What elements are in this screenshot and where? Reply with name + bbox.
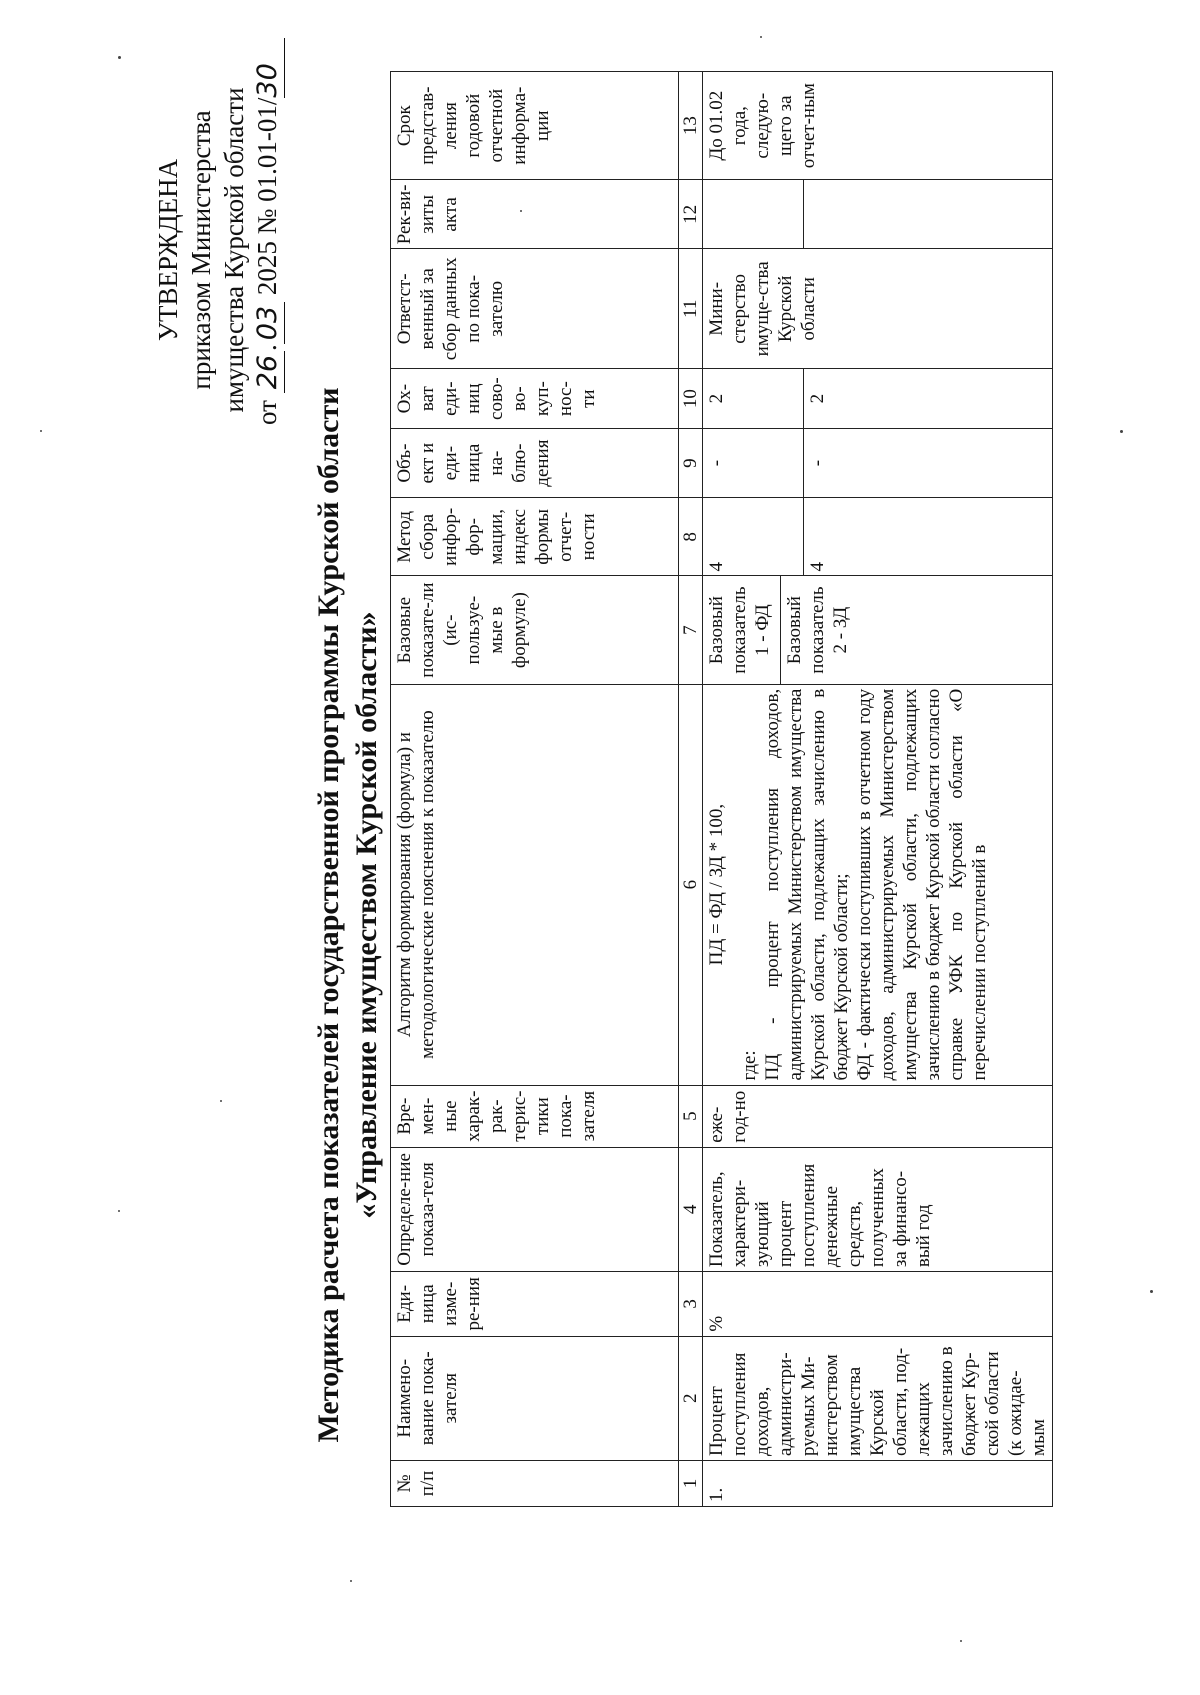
scan-speck (1120, 430, 1123, 433)
scan-speck (1150, 1290, 1153, 1293)
col-header-definition: Определе-ние показа-теля (391, 1147, 679, 1271)
base-indicator-1: Базовый показатель 1 - ФД (706, 586, 773, 674)
column-number: 4 (679, 1147, 703, 1271)
column-number: 12 (679, 180, 703, 249)
act-details-cell (703, 180, 1053, 249)
base-indicator-2: Базовый показатель 2 - ЗД (780, 576, 852, 683)
algorithm-cell (703, 684, 1053, 1085)
col-header-object: Объ-ект и еди-ница на-блю-дения (391, 429, 679, 498)
formula-where: где: (739, 1050, 760, 1081)
order-month: 03 (251, 302, 285, 344)
column-number: 11 (679, 249, 703, 369)
col-header-method: Метод сбора инфор-фор-мации, индекс формы отчет-ности (391, 498, 679, 576)
scan-speck (760, 36, 762, 38)
col-header-base: Базовые показате-ли (ис-пользуе-мые в формуле) (391, 576, 679, 684)
column-number: 7 (679, 576, 703, 684)
act-details-divider (803, 180, 806, 248)
object-2: - (803, 429, 829, 497)
reporting-deadline: До 01.02 года, следую-щего за отчет-ным (703, 72, 1053, 180)
column-number: 1 (679, 1460, 703, 1506)
base-indicators-cell (703, 576, 1053, 684)
col-header-deadline: Срок представ-ления годовой отчетной информа-ции (391, 72, 679, 180)
object-1: - (706, 459, 727, 467)
scan-speck (118, 56, 121, 59)
order-year-number: 2025 № 01.01-01/ (252, 97, 282, 296)
column-number: 5 (679, 1085, 703, 1147)
col-header-time: Вре-мен-ные харак-рак-терис-тики пока-зателя (391, 1085, 679, 1147)
col-header-act: Рек-ви-зиты акта (391, 180, 679, 249)
col-header-responsible: Ответст-венный за сбор данных по пока-зателю (391, 249, 679, 369)
method-cell (703, 498, 1053, 576)
order-details: от 26.03 2025 № 01.01-01/30 (251, 75, 285, 425)
act-details (705, 184, 797, 244)
formula-explanation-1: ПД - процент поступления доходов, администрируемых Министерством имущества Курской области, подлежащих зачислению в бюджет Курской области; (762, 688, 852, 1081)
title-line-1: Методика расчета показателей государственной программы Курской области (312, 387, 345, 1443)
column-number: 6 (679, 684, 703, 1085)
object-cell (703, 429, 1053, 498)
approval-title: УТВЕРЖДЕНА (153, 158, 183, 342)
formula: ПД = ФД / ЗД * 100, (706, 803, 727, 966)
column-number: 3 (679, 1272, 703, 1336)
document-title (310, 195, 386, 1635)
methodology-table (390, 71, 1053, 1507)
scan-speck (960, 1640, 962, 1642)
title-line-2: «Управление имуществом Курской области» (350, 611, 383, 1219)
approval-line-3: имущества Курской области (219, 87, 249, 413)
col-header-number: № п/п (391, 1460, 679, 1506)
column-number: 9 (679, 429, 703, 498)
order-day: 26 (251, 351, 285, 393)
method-1: 4 (706, 561, 727, 572)
column-number: 8 (679, 498, 703, 576)
method-2: 4 (803, 498, 829, 575)
time-characteristic: еже-год-но (703, 1085, 1053, 1147)
coverage-2: 2 (803, 369, 829, 428)
column-number: 13 (679, 72, 703, 180)
column-number-row (679, 72, 703, 1507)
order-suffix: 30 (251, 38, 285, 98)
indicator-name: Процент поступления доходов, администри-руемых Ми-нистерством имущества Курской области, под-лежащих зачислению в бюджет Кур-ской области (к ожидае-мым (703, 1336, 1053, 1460)
order-prefix: от (252, 400, 282, 425)
header-row (391, 72, 679, 1507)
col-header-unit: Еди-ница изме-ре-ния (391, 1272, 679, 1336)
column-number: 10 (679, 369, 703, 429)
table-row (703, 72, 1053, 1507)
responsible-party: Мини-стерство имуще-ства Курской области (703, 249, 1053, 369)
col-header-algorithm: Алгоритм формирования (формула) и методологические пояснения к показателю (391, 684, 679, 1085)
col-header-coverage: Ох-ват еди-ниц сово-во-куп-нос-ти (391, 369, 679, 429)
col-header-name: Наимено-вание пока-зателя (391, 1336, 679, 1460)
coverage-cell (703, 369, 1053, 429)
indicator-unit: % (703, 1272, 1053, 1336)
approval-stamp (152, 63, 285, 425)
document-page (40, 63, 1120, 1635)
indicator-definition: Показатель, характери-зующий процент поступления денежные средств, полученных за финансо-вый год (703, 1147, 1053, 1271)
coverage-1: 2 (706, 393, 727, 404)
approval-line-2: приказом Министерства (186, 110, 216, 390)
formula-explanation-2: ФД - фактически поступивших в отчетном году доходов, администрируемых Министерством имущества Курской области, подлежащих зачислению в бюджет Курской области согласно справке УФК по Курской области «О перечислении поступлений в (854, 688, 990, 1081)
column-number: 2 (679, 1336, 703, 1460)
row-number: 1. (703, 1460, 1053, 1506)
